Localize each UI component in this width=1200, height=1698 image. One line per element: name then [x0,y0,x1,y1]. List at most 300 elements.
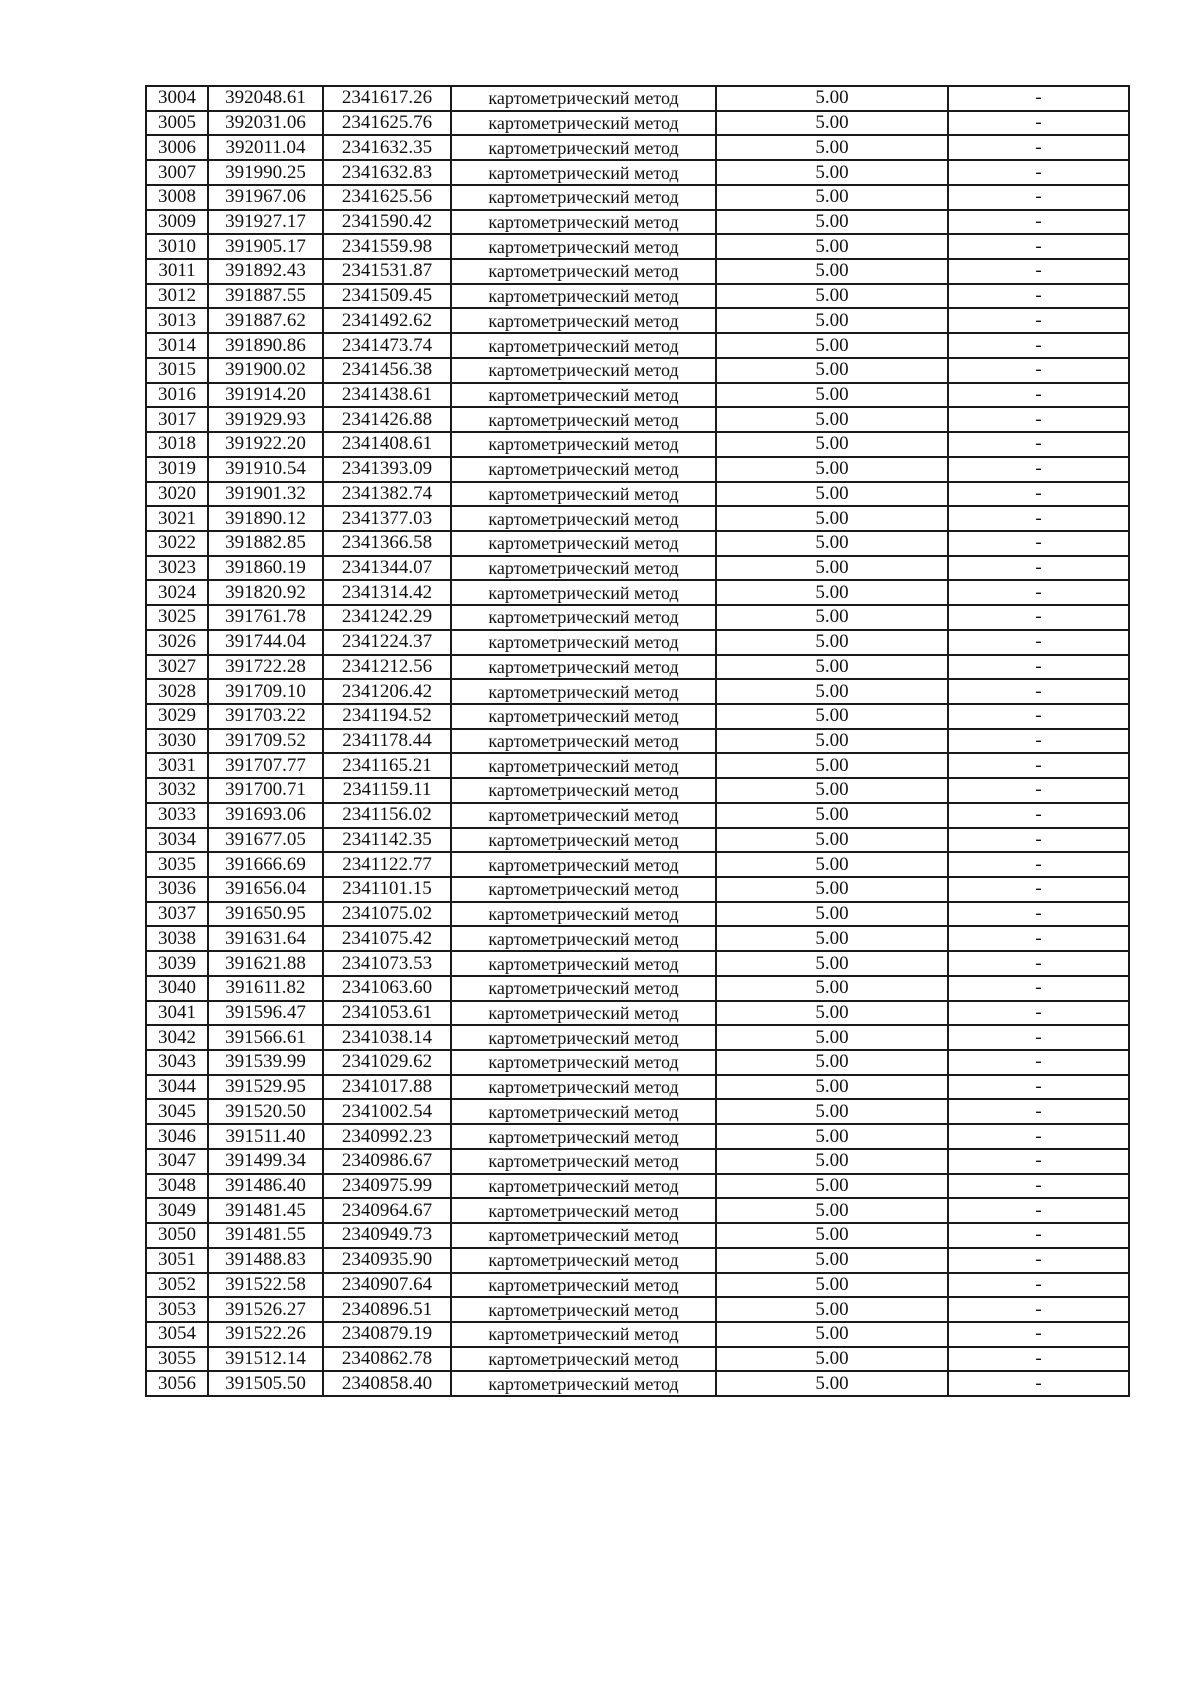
description-cell: - [948,1297,1129,1322]
method-cell: картометрический метод [451,482,716,507]
point-number-cell: 3018 [146,432,208,457]
y-coordinate-cell: 2341194.52 [323,704,451,729]
description-cell: - [948,803,1129,828]
method-cell: картометрический метод [451,828,716,853]
accuracy-cell: 5.00 [716,729,948,754]
y-coordinate-cell: 2340879.19 [323,1322,451,1347]
y-coordinate-cell: 2341075.02 [323,902,451,927]
table-row [146,531,1129,556]
y-coordinate-cell: 2341344.07 [323,556,451,581]
point-number-cell: 3044 [146,1075,208,1100]
x-coordinate-cell: 391707.77 [208,753,323,778]
table-row [146,432,1129,457]
point-number-cell: 3034 [146,828,208,853]
table-row [146,828,1129,853]
x-coordinate-cell: 392011.04 [208,135,323,160]
x-coordinate-cell: 391499.34 [208,1149,323,1174]
accuracy-cell: 5.00 [716,333,948,358]
accuracy-cell: 5.00 [716,135,948,160]
method-cell: картометрический метод [451,1273,716,1298]
x-coordinate-cell: 392031.06 [208,111,323,136]
x-coordinate-cell: 391929.93 [208,407,323,432]
table-row [146,753,1129,778]
method-cell: картометрический метод [451,679,716,704]
table-row [146,1297,1129,1322]
point-number-cell: 3009 [146,210,208,235]
description-cell: - [948,308,1129,333]
y-coordinate-cell: 2340935.90 [323,1248,451,1273]
point-number-cell: 3043 [146,1050,208,1075]
method-cell: картометрический метод [451,704,716,729]
method-cell: картометрический метод [451,259,716,284]
table-row [146,308,1129,333]
description-cell: - [948,1025,1129,1050]
method-cell: картометрический метод [451,308,716,333]
y-coordinate-cell: 2341632.83 [323,160,451,185]
table-row [146,1198,1129,1223]
method-cell: картометрический метод [451,902,716,927]
description-cell: - [948,951,1129,976]
x-coordinate-cell: 391693.06 [208,803,323,828]
x-coordinate-cell: 391481.45 [208,1198,323,1223]
description-cell: - [948,407,1129,432]
y-coordinate-cell: 2341531.87 [323,259,451,284]
accuracy-cell: 5.00 [716,210,948,235]
accuracy-cell: 5.00 [716,1174,948,1199]
table-row [146,679,1129,704]
description-cell: - [948,753,1129,778]
point-number-cell: 3052 [146,1273,208,1298]
x-coordinate-cell: 391744.04 [208,630,323,655]
y-coordinate-cell: 2341426.88 [323,407,451,432]
y-coordinate-cell: 2341073.53 [323,951,451,976]
y-coordinate-cell: 2340992.23 [323,1124,451,1149]
description-cell: - [948,877,1129,902]
method-cell: картометрический метод [451,1174,716,1199]
point-number-cell: 3025 [146,605,208,630]
x-coordinate-cell: 391703.22 [208,704,323,729]
method-cell: картометрический метод [451,630,716,655]
x-coordinate-cell: 391820.92 [208,580,323,605]
table-row [146,407,1129,432]
description-cell: - [948,210,1129,235]
accuracy-cell: 5.00 [716,556,948,581]
accuracy-cell: 5.00 [716,185,948,210]
point-number-cell: 3038 [146,926,208,951]
point-number-cell: 3005 [146,111,208,136]
method-cell: картометрический метод [451,1347,716,1372]
point-number-cell: 3014 [146,333,208,358]
description-cell: - [948,902,1129,927]
method-cell: картометрический метод [451,753,716,778]
description-cell: - [948,1149,1129,1174]
y-coordinate-cell: 2341063.60 [323,976,451,1001]
table-row [146,580,1129,605]
accuracy-cell: 5.00 [716,432,948,457]
point-number-cell: 3027 [146,655,208,680]
description-cell: - [948,1371,1129,1396]
method-cell: картометрический метод [451,457,716,482]
method-cell: картометрический метод [451,1001,716,1026]
accuracy-cell: 5.00 [716,1001,948,1026]
method-cell: картометрический метод [451,1371,716,1396]
y-coordinate-cell: 2340862.78 [323,1347,451,1372]
description-cell: - [948,185,1129,210]
y-coordinate-cell: 2341382.74 [323,482,451,507]
y-coordinate-cell: 2340858.40 [323,1371,451,1396]
accuracy-cell: 5.00 [716,976,948,1001]
x-coordinate-cell: 391505.50 [208,1371,323,1396]
method-cell: картометрический метод [451,358,716,383]
y-coordinate-cell: 2341393.09 [323,457,451,482]
y-coordinate-cell: 2341178.44 [323,729,451,754]
coordinates-table [145,85,1130,1397]
point-number-cell: 3036 [146,877,208,902]
x-coordinate-cell: 391566.61 [208,1025,323,1050]
description-cell: - [948,333,1129,358]
accuracy-cell: 5.00 [716,308,948,333]
y-coordinate-cell: 2341625.56 [323,185,451,210]
method-cell: картометрический метод [451,655,716,680]
table-row [146,902,1129,927]
method-cell: картометрический метод [451,556,716,581]
accuracy-cell: 5.00 [716,902,948,927]
method-cell: картометрический метод [451,1248,716,1273]
point-number-cell: 3015 [146,358,208,383]
accuracy-cell: 5.00 [716,926,948,951]
y-coordinate-cell: 2341625.76 [323,111,451,136]
table-row [146,284,1129,309]
table-row [146,1248,1129,1273]
description-cell: - [948,383,1129,408]
accuracy-cell: 5.00 [716,259,948,284]
y-coordinate-cell: 2340949.73 [323,1223,451,1248]
method-cell: картометрический метод [451,778,716,803]
description-cell: - [948,1248,1129,1273]
y-coordinate-cell: 2340907.64 [323,1273,451,1298]
method-cell: картометрический метод [451,803,716,828]
y-coordinate-cell: 2340975.99 [323,1174,451,1199]
accuracy-cell: 5.00 [716,1124,948,1149]
y-coordinate-cell: 2340986.67 [323,1149,451,1174]
point-number-cell: 3035 [146,852,208,877]
description-cell: - [948,1124,1129,1149]
x-coordinate-cell: 391631.64 [208,926,323,951]
x-coordinate-cell: 391922.20 [208,432,323,457]
y-coordinate-cell: 2341029.62 [323,1050,451,1075]
accuracy-cell: 5.00 [716,234,948,259]
description-cell: - [948,1001,1129,1026]
point-number-cell: 3056 [146,1371,208,1396]
accuracy-cell: 5.00 [716,605,948,630]
method-cell: картометрический метод [451,284,716,309]
method-cell: картометрический метод [451,1198,716,1223]
accuracy-cell: 5.00 [716,852,948,877]
point-number-cell: 3010 [146,234,208,259]
point-number-cell: 3031 [146,753,208,778]
y-coordinate-cell: 2341408.61 [323,432,451,457]
table-row [146,704,1129,729]
description-cell: - [948,580,1129,605]
table-row [146,556,1129,581]
x-coordinate-cell: 391900.02 [208,358,323,383]
method-cell: картометрический метод [451,877,716,902]
y-coordinate-cell: 2341438.61 [323,383,451,408]
y-coordinate-cell: 2340964.67 [323,1198,451,1223]
point-number-cell: 3023 [146,556,208,581]
table-row [146,1149,1129,1174]
y-coordinate-cell: 2341224.37 [323,630,451,655]
x-coordinate-cell: 391990.25 [208,160,323,185]
point-number-cell: 3022 [146,531,208,556]
y-coordinate-cell: 2341122.77 [323,852,451,877]
description-cell: - [948,1050,1129,1075]
x-coordinate-cell: 391611.82 [208,976,323,1001]
point-number-cell: 3019 [146,457,208,482]
x-coordinate-cell: 391967.06 [208,185,323,210]
description-cell: - [948,605,1129,630]
y-coordinate-cell: 2341509.45 [323,284,451,309]
method-cell: картометрический метод [451,185,716,210]
y-coordinate-cell: 2341206.42 [323,679,451,704]
y-coordinate-cell: 2341142.35 [323,828,451,853]
point-number-cell: 3045 [146,1099,208,1124]
accuracy-cell: 5.00 [716,704,948,729]
accuracy-cell: 5.00 [716,877,948,902]
table-row [146,383,1129,408]
table-row [146,655,1129,680]
table-row [146,729,1129,754]
y-coordinate-cell: 2341053.61 [323,1001,451,1026]
description-cell: - [948,852,1129,877]
x-coordinate-cell: 391901.32 [208,482,323,507]
point-number-cell: 3017 [146,407,208,432]
description-cell: - [948,432,1129,457]
x-coordinate-cell: 391887.55 [208,284,323,309]
accuracy-cell: 5.00 [716,580,948,605]
table-row [146,506,1129,531]
point-number-cell: 3021 [146,506,208,531]
description-cell: - [948,111,1129,136]
x-coordinate-cell: 391621.88 [208,951,323,976]
description-cell: - [948,1099,1129,1124]
accuracy-cell: 5.00 [716,1347,948,1372]
x-coordinate-cell: 391511.40 [208,1124,323,1149]
y-coordinate-cell: 2341456.38 [323,358,451,383]
table-row [146,160,1129,185]
accuracy-cell: 5.00 [716,358,948,383]
table-row [146,976,1129,1001]
point-number-cell: 3024 [146,580,208,605]
method-cell: картометрический метод [451,432,716,457]
point-number-cell: 3008 [146,185,208,210]
accuracy-cell: 5.00 [716,1223,948,1248]
x-coordinate-cell: 391700.71 [208,778,323,803]
x-coordinate-cell: 391709.10 [208,679,323,704]
x-coordinate-cell: 391520.50 [208,1099,323,1124]
x-coordinate-cell: 391887.62 [208,308,323,333]
table-row [146,358,1129,383]
table-row [146,877,1129,902]
description-cell: - [948,704,1129,729]
accuracy-cell: 5.00 [716,1297,948,1322]
description-cell: - [948,828,1129,853]
method-cell: картометрический метод [451,852,716,877]
table-row [146,259,1129,284]
description-cell: - [948,457,1129,482]
table-row [146,1322,1129,1347]
y-coordinate-cell: 2341101.15 [323,877,451,902]
x-coordinate-cell: 391539.99 [208,1050,323,1075]
point-number-cell: 3013 [146,308,208,333]
x-coordinate-cell: 391656.04 [208,877,323,902]
accuracy-cell: 5.00 [716,951,948,976]
accuracy-cell: 5.00 [716,1149,948,1174]
description-cell: - [948,926,1129,951]
method-cell: картометрический метод [451,1297,716,1322]
y-coordinate-cell: 2340896.51 [323,1297,451,1322]
point-number-cell: 3004 [146,86,208,111]
x-coordinate-cell: 391860.19 [208,556,323,581]
point-number-cell: 3028 [146,679,208,704]
point-number-cell: 3041 [146,1001,208,1026]
x-coordinate-cell: 391596.47 [208,1001,323,1026]
method-cell: картометрический метод [451,135,716,160]
accuracy-cell: 5.00 [716,383,948,408]
accuracy-cell: 5.00 [716,160,948,185]
point-number-cell: 3011 [146,259,208,284]
accuracy-cell: 5.00 [716,753,948,778]
method-cell: картометрический метод [451,506,716,531]
description-cell: - [948,1075,1129,1100]
accuracy-cell: 5.00 [716,506,948,531]
description-cell: - [948,284,1129,309]
accuracy-cell: 5.00 [716,86,948,111]
method-cell: картометрический метод [451,383,716,408]
table-row [146,1050,1129,1075]
point-number-cell: 3051 [146,1248,208,1273]
accuracy-cell: 5.00 [716,679,948,704]
point-number-cell: 3029 [146,704,208,729]
description-cell: - [948,1198,1129,1223]
table-row [146,1371,1129,1396]
method-cell: картометрический метод [451,1050,716,1075]
point-number-cell: 3020 [146,482,208,507]
x-coordinate-cell: 391488.83 [208,1248,323,1273]
x-coordinate-cell: 391677.05 [208,828,323,853]
table-row [146,1174,1129,1199]
y-coordinate-cell: 2341559.98 [323,234,451,259]
x-coordinate-cell: 391892.43 [208,259,323,284]
description-cell: - [948,86,1129,111]
method-cell: картометрический метод [451,1322,716,1347]
accuracy-cell: 5.00 [716,1075,948,1100]
table-row [146,457,1129,482]
point-number-cell: 3039 [146,951,208,976]
point-number-cell: 3042 [146,1025,208,1050]
method-cell: картометрический метод [451,926,716,951]
table-row [146,135,1129,160]
table-row [146,111,1129,136]
description-cell: - [948,1223,1129,1248]
table-row [146,482,1129,507]
accuracy-cell: 5.00 [716,803,948,828]
description-cell: - [948,976,1129,1001]
method-cell: картометрический метод [451,1223,716,1248]
table-row [146,1099,1129,1124]
accuracy-cell: 5.00 [716,778,948,803]
method-cell: картометрический метод [451,210,716,235]
y-coordinate-cell: 2341617.26 [323,86,451,111]
description-cell: - [948,1347,1129,1372]
description-cell: - [948,506,1129,531]
method-cell: картометрический метод [451,729,716,754]
point-number-cell: 3032 [146,778,208,803]
method-cell: картометрический метод [451,333,716,358]
y-coordinate-cell: 2341632.35 [323,135,451,160]
x-coordinate-cell: 391512.14 [208,1347,323,1372]
description-cell: - [948,160,1129,185]
accuracy-cell: 5.00 [716,284,948,309]
method-cell: картометрический метод [451,531,716,556]
y-coordinate-cell: 2341242.29 [323,605,451,630]
description-cell: - [948,1174,1129,1199]
x-coordinate-cell: 391526.27 [208,1297,323,1322]
table-row [146,630,1129,655]
y-coordinate-cell: 2341159.11 [323,778,451,803]
point-number-cell: 3037 [146,902,208,927]
x-coordinate-cell: 391709.52 [208,729,323,754]
description-cell: - [948,556,1129,581]
point-number-cell: 3049 [146,1198,208,1223]
table-row [146,926,1129,951]
accuracy-cell: 5.00 [716,655,948,680]
x-coordinate-cell: 391666.69 [208,852,323,877]
x-coordinate-cell: 391522.58 [208,1273,323,1298]
description-cell: - [948,679,1129,704]
x-coordinate-cell: 391722.28 [208,655,323,680]
description-cell: - [948,729,1129,754]
x-coordinate-cell: 391927.17 [208,210,323,235]
method-cell: картометрический метод [451,111,716,136]
point-number-cell: 3007 [146,160,208,185]
point-number-cell: 3053 [146,1297,208,1322]
table-row [146,234,1129,259]
description-cell: - [948,531,1129,556]
x-coordinate-cell: 391486.40 [208,1174,323,1199]
point-number-cell: 3054 [146,1322,208,1347]
x-coordinate-cell: 391914.20 [208,383,323,408]
point-number-cell: 3026 [146,630,208,655]
y-coordinate-cell: 2341017.88 [323,1075,451,1100]
accuracy-cell: 5.00 [716,1198,948,1223]
method-cell: картометрический метод [451,234,716,259]
accuracy-cell: 5.00 [716,407,948,432]
x-coordinate-cell: 391890.12 [208,506,323,531]
description-cell: - [948,234,1129,259]
table-row [146,210,1129,235]
point-number-cell: 3033 [146,803,208,828]
table-row [146,1025,1129,1050]
point-number-cell: 3040 [146,976,208,1001]
accuracy-cell: 5.00 [716,630,948,655]
y-coordinate-cell: 2341492.62 [323,308,451,333]
method-cell: картометрический метод [451,1075,716,1100]
point-number-cell: 3048 [146,1174,208,1199]
description-cell: - [948,259,1129,284]
y-coordinate-cell: 2341075.42 [323,926,451,951]
point-number-cell: 3055 [146,1347,208,1372]
